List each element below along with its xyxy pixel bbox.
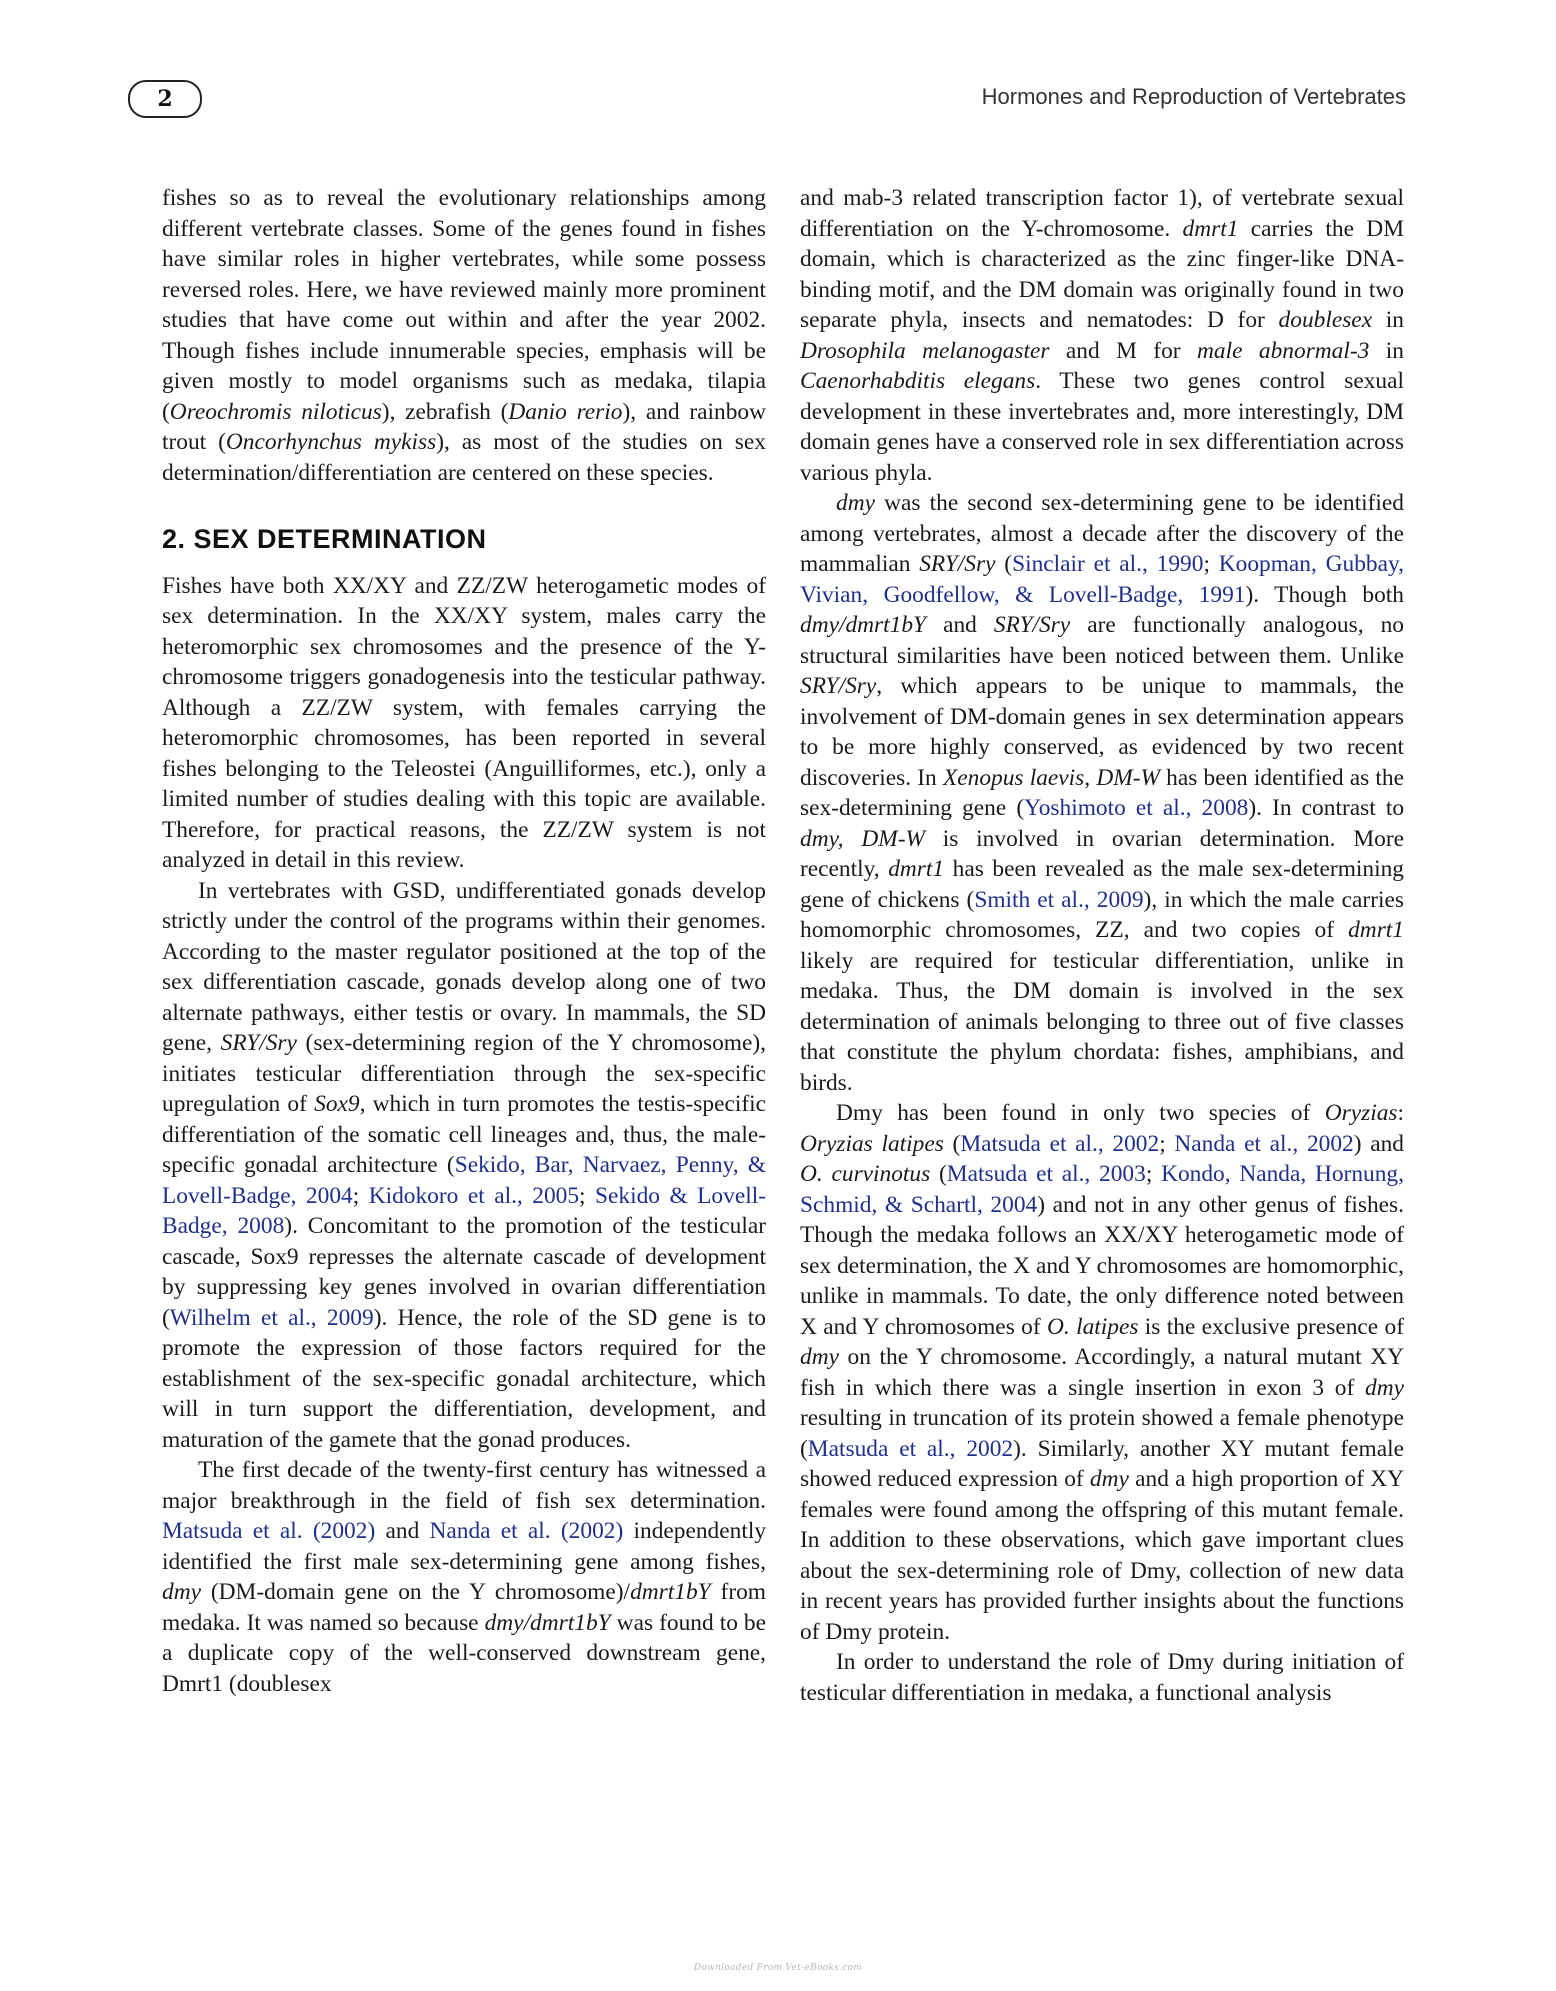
- italic-term: dmrt1: [1348, 917, 1404, 943]
- citation-link[interactable]: Wilhelm et al., 2009: [169, 1304, 374, 1331]
- text-run: from medaka. It was named so because: [162, 1579, 766, 1636]
- text-run: ), and rainbow trout (: [162, 398, 766, 455]
- text-run: (: [943, 1130, 961, 1157]
- text-run: resulting in truncation of its protein showed a female phenotype (: [800, 1405, 1404, 1462]
- running-title: Hormones and Reproduction of Vertebrates: [981, 84, 1406, 109]
- right-column: [800, 183, 1404, 1708]
- italic-term: Oryzias: [1324, 1100, 1398, 1126]
- text-run: . These two genes control sexual development in these invertebrates and, more interestingly, DM domain genes have a conserved role in sex differentiation across various phyla.: [800, 368, 1404, 486]
- paragraph: [162, 1455, 766, 1699]
- italic-term: SRY/Sry: [800, 673, 877, 699]
- italic-term: SRY/Sry: [220, 1030, 297, 1056]
- text-run: (DM-domain gene on the Y chromosome)/: [200, 1579, 631, 1605]
- left-column: [162, 183, 766, 1699]
- text-run: carries the DM domain, which is characterized as the zinc finger-like DNA-binding motif, and the DM domain was originally found in two separate phyla, insects and nematodes: D for: [800, 215, 1404, 333]
- citation-link[interactable]: Nanda et al., 2002: [1174, 1130, 1354, 1157]
- italic-term: DM-W: [1096, 764, 1160, 791]
- text-run: (: [995, 551, 1013, 577]
- text-run: ;: [1145, 1161, 1162, 1187]
- text-run: and: [375, 1518, 430, 1544]
- italic-term: dmrt1: [1182, 215, 1239, 242]
- citation-link[interactable]: Nanda et al. (2002): [429, 1518, 624, 1544]
- italic-term: Oreochromis niloticus: [169, 398, 382, 425]
- italic-term: Xenopus laevis: [942, 764, 1085, 791]
- italic-term: dmrt1bY: [630, 1579, 711, 1605]
- text-run: ). Though both: [1245, 581, 1404, 608]
- text-run: fishes so as to reveal the evolutionary relationships among different vertebrate classes. Some of the genes found in fishes have similar roles in higher vertebrates, while some possess reversed roles. Here, we have reviewed mainly more prominent studies that have come out within and after the year 2002. Though fishes include innumerable species, emphasis will be given mostly to model organisms such as medaka, tilapia (: [162, 185, 766, 425]
- download-watermark: Downloaded From Vet-eBooks.com: [693, 1963, 863, 1973]
- text-run: ), zebrafish (: [381, 398, 509, 425]
- text-run: , which in turn promotes the testis-specific differentiation of the somatic cell lineages and, thus, the male-specific gonadal architecture (: [162, 1091, 767, 1178]
- text-run: ) and not in any other genus of fishes. Though the medaka follows an XX/XY heterogametic mode of sex determination, the X and Y chromosomes are homomorphic, unlike in mammals. To date, the only difference noted between X and Y chromosomes of: [800, 1191, 1404, 1340]
- text-run: on the Y chromosome. Accordingly, a natural mutant XY fish in which there was a single insertion in exon 3 of: [800, 1344, 1404, 1401]
- italic-term: Caenorhabditis elegans: [800, 368, 1036, 394]
- paragraph: [800, 1647, 1404, 1708]
- text-run: has been revealed as the male sex-determining gene of chickens (: [800, 856, 1404, 913]
- citation-link[interactable]: Koopman, Gubbay, Vivian, Goodfellow, & Lovell-Badge, 1991: [800, 551, 1405, 608]
- text-run: In order to understand the role of Dmy during initiation of testicular differentiation in medaka, a functional analysis: [800, 1649, 1404, 1706]
- text-run: ,: [1084, 764, 1097, 791]
- citation-link[interactable]: Smith et al., 2009: [974, 886, 1144, 913]
- page-number-badge: [128, 80, 202, 118]
- paragraph: [800, 488, 1404, 1098]
- italic-term: Danio rerio: [508, 398, 623, 425]
- citation-link[interactable]: Matsuda et al. (2002): [162, 1518, 376, 1544]
- italic-term: doublesex: [1278, 307, 1373, 333]
- italic-term: SRY/Sry: [919, 551, 996, 577]
- text-run: Dmy has been found in only two species of: [836, 1100, 1325, 1126]
- text-run: was found to be a duplicate copy of the well-conserved downstream gene, Dmrt1 (doublesex: [162, 1609, 766, 1697]
- italic-term: dmy: [162, 1579, 201, 1605]
- italic-term: O. latipes: [1046, 1313, 1139, 1340]
- text-run: in: [1369, 337, 1404, 364]
- italic-term: dmy, DM-W: [800, 825, 925, 852]
- text-run: ). Similarly, another XY mutant female showed reduced expression of: [800, 1435, 1404, 1492]
- section-heading: 2. SEX DETERMINATION: [162, 524, 487, 554]
- italic-term: Sox9: [314, 1091, 360, 1117]
- italic-term: dmy: [1089, 1466, 1129, 1492]
- citation-link[interactable]: Sekido & Lovell-Badge, 2008: [162, 1182, 766, 1239]
- text-run: likely are required for testicular differentiation, unlike in medaka. Thus, the DM domain is involved in the sex determination of animals belonging to three out of five classes that constitute the phylum chordata: fishes, amphibians, and birds.: [800, 947, 1404, 1096]
- paragraph: [162, 876, 766, 1456]
- paragraph: [162, 183, 766, 488]
- citation-link[interactable]: Matsuda et al., 2002: [807, 1435, 1014, 1462]
- text-run: ). In contrast to: [1248, 795, 1405, 821]
- italic-term: dmy: [800, 1344, 839, 1370]
- italic-term: dmrt1: [888, 856, 945, 882]
- text-run: In vertebrates with GSD, undifferentiated gonads develop strictly under the control of the programs within their genomes. According to the master regulator positioned at the top of the sex differentiation cascade, gonads develop along one of two alternate pathways, either testis or ovary. In mammals, the SD gene,: [162, 877, 766, 1056]
- italic-term: male abnormal-3: [1197, 337, 1370, 364]
- text-run: in: [1372, 307, 1404, 333]
- citation-link[interactable]: Sinclair et al., 1990: [1012, 551, 1204, 577]
- text-run: and a high proportion of XY females were found among the offspring of this mutant female. In addition to these observations, which gave important clues about the sex-determining role of Dmy, collection of new data in recent years has provided further insights about the functions of Dmy protein.: [800, 1466, 1404, 1645]
- text-run: is involved in ovarian determination. More recently,: [800, 825, 1404, 882]
- text-run: ;: [1203, 551, 1219, 577]
- text-run: ;: [352, 1182, 369, 1209]
- text-run: , which appears to be unique to mammals, the involvement of DM-domain genes in sex determination appears to be more highly conserved, as evidenced by two recent discoveries. In: [800, 673, 1404, 791]
- text-run: (sex-determining region of the Y chromosome), initiates testicular differentiation through the sex-specific upregulation of: [162, 1030, 766, 1117]
- text-run: ;: [1159, 1130, 1175, 1157]
- text-run: was the second sex-determining gene to be identified among vertebrates, almost a decade after the discovery of the mammalian: [800, 490, 1404, 577]
- paragraph: [800, 1098, 1404, 1647]
- italic-term: O. curvinotus: [800, 1161, 931, 1187]
- italic-term: SRY/Sry: [993, 612, 1071, 638]
- italic-term: dmy: [836, 490, 875, 516]
- text-run: is the exclusive presence of: [1138, 1313, 1404, 1340]
- text-run: has been identified as the sex-determining gene (: [800, 764, 1404, 821]
- italic-term: Oncorhynchus mykiss: [225, 429, 437, 455]
- text-run: independently identified the first male sex-determining gene among fishes,: [162, 1518, 767, 1575]
- citation-link[interactable]: Yoshimoto et al., 2008: [1024, 795, 1249, 821]
- citation-link[interactable]: Kidokoro et al., 2005: [368, 1182, 580, 1209]
- text-run: ), in which the male carries homomorphic chromosomes, ZZ, and two copies of: [800, 886, 1404, 943]
- text-run: ). Hence, the role of the SD gene is to promote the expression of those factors required for the establishment of the sex-specific gonadal architecture, which will in turn support the differentiation, development, and maturation of the gamete that the gonad produces.: [162, 1304, 766, 1453]
- text-run: and M for: [1049, 337, 1198, 364]
- text-run: ), as most of the studies on sex determination/differentiation are centered on these species.: [162, 429, 766, 486]
- citation-link[interactable]: Sekido, Bar, Narvaez, Penny, & Lovell-Badge, 2004: [162, 1152, 766, 1209]
- page-header: [128, 80, 1406, 120]
- text-run: ;: [579, 1182, 596, 1209]
- citation-link[interactable]: Kondo, Nanda, Hornung, Schmid, & Schartl, 2004: [800, 1161, 1404, 1218]
- italic-term: Oryzias latipes: [800, 1130, 944, 1157]
- citation-link[interactable]: Matsuda et al., 2002: [960, 1130, 1160, 1157]
- text-run: ). Concomitant to the promotion of the testicular cascade, Sox9 represses the alternate cascade of development by suppressing key genes involved in ovarian differentiation (: [162, 1213, 766, 1331]
- text-run: and: [926, 612, 994, 638]
- text-run: ) and: [1353, 1130, 1404, 1157]
- text-run: and mab-3 related transcription factor 1), of vertebrate sexual differentiation on the Y-chromosome.: [800, 185, 1404, 242]
- text-run: are functionally analogous, no structural similarities have been noticed between them. Unlike: [800, 612, 1404, 669]
- italic-term: dmy/dmrt1bY: [484, 1609, 611, 1636]
- italic-term: dmy: [1365, 1374, 1404, 1401]
- text-run: (: [930, 1161, 947, 1187]
- paragraph: [162, 571, 766, 876]
- italic-term: Drosophila melanogaster: [800, 337, 1050, 364]
- citation-link[interactable]: Matsuda et al., 2003: [946, 1161, 1146, 1187]
- paragraph: [800, 183, 1404, 488]
- text-run: Fishes have both XX/XY and ZZ/ZW heterogametic modes of sex determination. In the XX/XY system, males carry the heteromorphic sex chromosomes and the presence of the Y-chromosome triggers gonadogenesis into the testicular pathway. Although a ZZ/ZW system, with females carrying the heteromorphic chromosomes, has been reported in several fishes belonging to the Teleostei (Anguilliformes, etc.), only a limited number of studies dealing with this topic are available. Therefore, for practical reasons, the ZZ/ZW system is not analyzed in detail in this review.: [162, 572, 766, 873]
- italic-term: dmy/dmrt1bY: [800, 612, 927, 638]
- page-number: 2: [157, 86, 173, 112]
- body-columns: [162, 183, 1404, 1833]
- text-run: The first decade of the twenty-first century has witnessed a major breakthrough in the field of fish sex determination.: [162, 1457, 766, 1514]
- text-run: :: [1397, 1100, 1404, 1126]
